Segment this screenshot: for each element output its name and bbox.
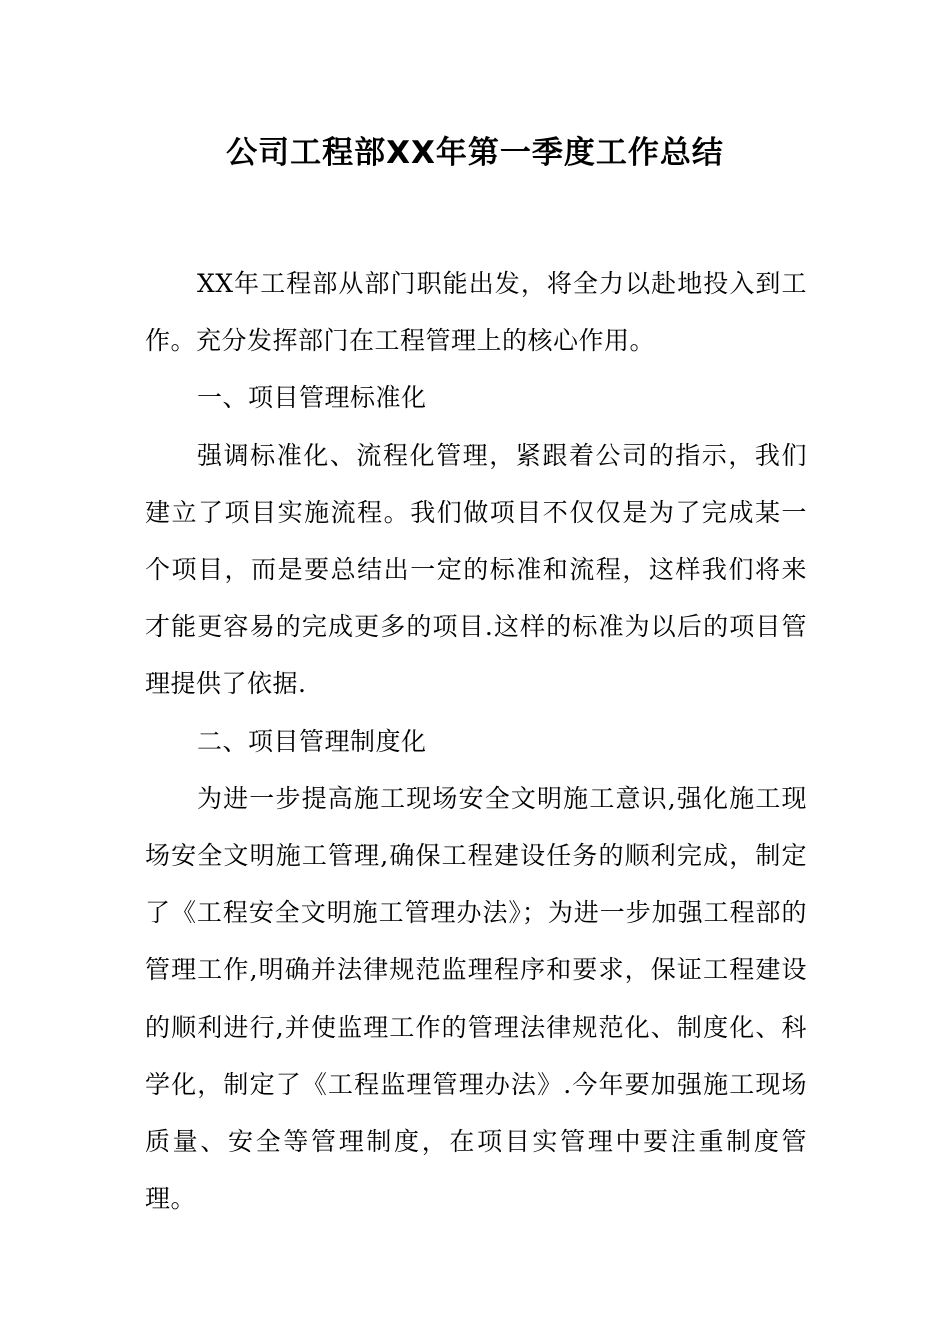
document-body [145, 255, 807, 1227]
intro-paragraph: XX年工程部从部门职能出发，将全力以赴地投入到工作。充分发挥部门在工程管理上的核心作用。 [145, 269, 807, 356]
section-heading-institutionalization: 二、项目管理制度化 [197, 726, 427, 756]
standardization-paragraph: 强调标准化、流程化管理，紧跟着公司的指示，我们建立了项目实施流程。我们做项目不仅仅是为了完成某一个项目，而是要总结出一定的标准和流程，这样我们将来才能更容易的完成更多的项目.这样的标准为以后的项目管理提供了依据. [145, 440, 807, 699]
institutionalization-paragraph: 为进一步提高施工现场安全文明施工意识,强化施工现场安全文明施工管理,确保工程建设任务的顺利完成，制定了《工程安全文明施工管理办法》；为进一步加强工程部的管理工作,明确并法律规范监理程序和要求，保证工程建设的顺利进行,并使监理工作的管理法律规范化、制度化、科学化，制定了《工程监理管理办法》.今年要加强施工现场质量、安全等管理制度，在项目实管理中要注重制度管理。 [145, 783, 807, 1214]
section-heading-standardization: 一、项目管理标准化 [197, 383, 427, 413]
document-title: 公司工程部XX年第一季度工作总结 [226, 135, 724, 171]
